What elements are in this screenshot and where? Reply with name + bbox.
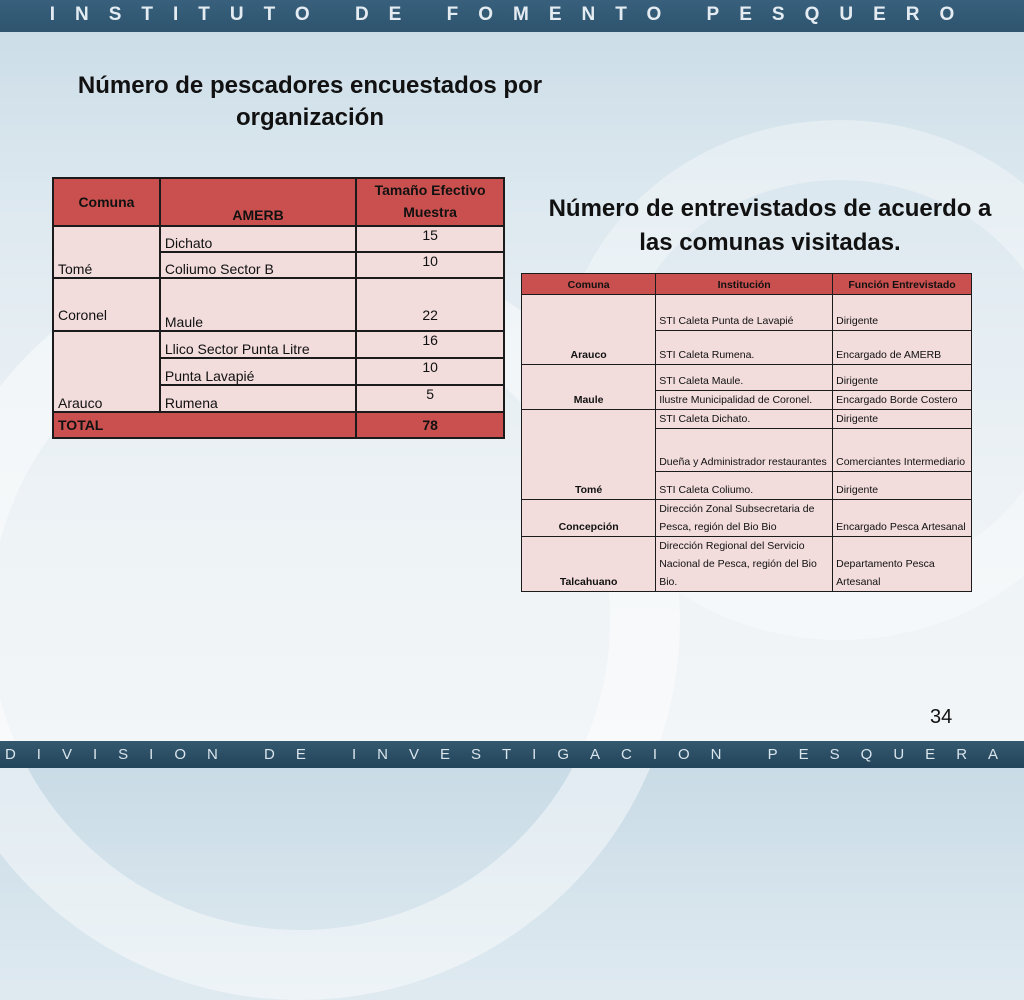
- cell-comuna: Concepción: [522, 500, 656, 537]
- cell-amerb: Punta Lavapié: [160, 358, 356, 385]
- cell-sample: 10: [356, 252, 504, 278]
- cell-comuna: Talcahuano: [522, 537, 656, 592]
- cell-amerb: Rumena: [160, 385, 356, 412]
- cell-funcion: Departamento Pesca Artesanal: [833, 537, 972, 592]
- cell-sample: 5: [356, 385, 504, 412]
- left-title: Número de pescadores encuestados por organización: [77, 72, 543, 131]
- cell-funcion: Dirigente: [833, 472, 972, 500]
- cell-funcion: Comerciantes Intermediario: [833, 429, 972, 472]
- cell-funcion: Encargado Pesca Artesanal: [833, 500, 972, 537]
- cell-amerb: Maule: [160, 278, 356, 331]
- cell-institucion: STI Caleta Punta de Lavapié: [656, 295, 833, 331]
- cell-comuna: Coronel: [53, 278, 160, 331]
- interviewees-table: [521, 273, 972, 592]
- footer-banner-text: DIVISION DE INVESTIGACION PESQUERA: [4, 746, 1020, 763]
- header-banner: [0, 0, 1024, 32]
- total-value: 78: [356, 412, 504, 438]
- cell-comuna: Arauco: [522, 295, 656, 365]
- col-header-comuna: Comuna: [522, 274, 656, 295]
- right-title: Número de entrevistados de acuerdo a las comunas visitadas.: [548, 195, 992, 256]
- cell-comuna: Tomé: [53, 226, 160, 278]
- col-header-amerb: AMERB: [160, 178, 356, 226]
- cell-sample: 15: [356, 226, 504, 252]
- cell-funcion: Encargado de AMERB: [833, 331, 972, 365]
- cell-amerb: Coliumo Sector B: [160, 252, 356, 278]
- cell-funcion: Encargado Borde Costero: [833, 391, 972, 410]
- fishermen-table: [52, 177, 505, 439]
- cell-institucion: Ilustre Municipalidad de Coronel.: [656, 391, 833, 410]
- col-header-sample-size: Tamaño Efectivo Muestra: [356, 178, 504, 226]
- cell-institucion: STI Caleta Coliumo.: [656, 472, 833, 500]
- page-number: 34: [930, 706, 953, 728]
- footer-banner: [0, 741, 1024, 768]
- cell-funcion: Dirigente: [833, 410, 972, 429]
- cell-sample: 10: [356, 358, 504, 385]
- col-header-funcion: Función Entrevistado: [833, 274, 972, 295]
- cell-institucion: Dueña y Administrador restaurantes: [656, 429, 833, 472]
- col-header-comuna: Comuna: [53, 178, 160, 226]
- cell-sample: 16: [356, 331, 504, 358]
- cell-institucion: STI Caleta Rumena.: [656, 331, 833, 365]
- cell-comuna: Maule: [522, 365, 656, 410]
- cell-funcion: Dirigente: [833, 365, 972, 391]
- cell-comuna: Tomé: [522, 410, 656, 500]
- col-header-institucion: Institución: [656, 274, 833, 295]
- cell-institucion: STI Caleta Dichato.: [656, 410, 833, 429]
- cell-comuna: Arauco: [53, 331, 160, 412]
- cell-amerb: Llico Sector Punta Litre: [160, 331, 356, 358]
- header-banner-text: INSTITUTO DE FOMENTO PESQUERO: [49, 4, 975, 25]
- cell-amerb: Dichato: [160, 226, 356, 252]
- total-label: TOTAL: [53, 412, 356, 438]
- cell-funcion: Dirigente: [833, 295, 972, 331]
- cell-sample: 22: [356, 278, 504, 331]
- cell-institucion: STI Caleta Maule.: [656, 365, 833, 391]
- cell-institucion: Dirección Zonal Subsecretaria de Pesca, región del Bio Bio: [656, 500, 833, 537]
- cell-institucion: Dirección Regional del Servicio Nacional de Pesca, región del Bio Bio.: [656, 537, 833, 592]
